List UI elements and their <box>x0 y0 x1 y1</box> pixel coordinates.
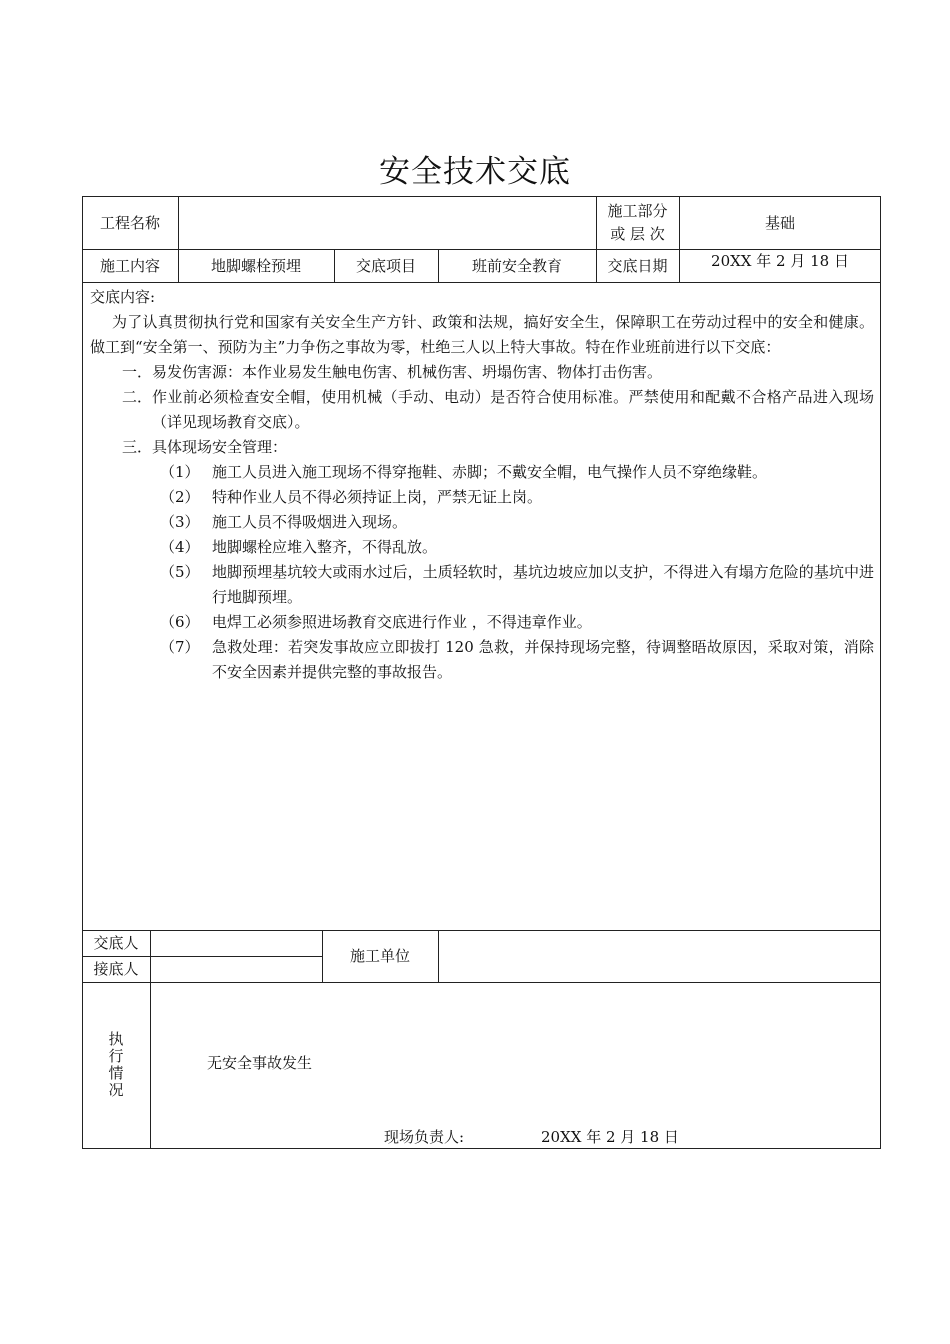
list-item <box>90 560 874 610</box>
construction-content-label: 施工内容 <box>99 256 160 275</box>
project-name-value[interactable] <box>178 196 596 249</box>
briefer-signature[interactable] <box>150 930 322 956</box>
list-item-text: 地脚预埋基坑较大或雨水过后，土质轻软时，基坑边坡应加以支护，不得进入有塌方危险的基坑中进行地脚预埋。 <box>212 563 874 606</box>
execution-label-char: 行 <box>108 1047 124 1065</box>
briefing-date-value[interactable]: 20XX 年 2 月 18 日 <box>711 252 849 270</box>
construction-content-value[interactable]: 地脚螺栓预埋 <box>210 256 301 275</box>
briefing-content <box>90 285 874 685</box>
content-heading: 交底内容: <box>90 288 156 306</box>
construction-part-value[interactable]: 基础 <box>764 213 795 232</box>
construction-unit-label: 施工单位 <box>349 947 410 965</box>
section-item <box>90 360 874 385</box>
list-item-text: 急救处理：若突发事故应立即拔打 120 急救，并保持现场完整，待调整晤故原因，采取对策，消除不安全因素并提供完整的事故报告。 <box>212 638 874 681</box>
briefing-item-label: 交底项目 <box>355 256 416 275</box>
content-intro: 为了认真贯彻执行党和国家有关安全生产方针、政策和法规，搞好安全生，保障职工在劳动过程中的安全和健康。做工到“安全第一、预防为主”力争伤之事故为零，杜绝三人以上特大事故。特在作业班前进行以下交底： <box>90 313 874 356</box>
list-item <box>90 535 874 560</box>
section-number: 二． <box>122 388 153 406</box>
row-divider <box>82 982 881 983</box>
section-number: 三． <box>122 438 153 456</box>
execution-date[interactable]: 20XX 年 2 月 18 日 <box>541 1128 679 1146</box>
site-responsible-label: 现场负责人: <box>384 1128 465 1146</box>
section-text: 具体现场安全管理： <box>152 438 288 456</box>
list-item-text: 施工人员进入施工现场不得穿拖鞋、赤脚；不戴安全帽，电气操作人员不穿绝缘鞋。 <box>212 463 768 481</box>
row-divider <box>82 282 881 283</box>
list-item-number: （7） <box>160 638 200 656</box>
construction-unit-value[interactable] <box>438 930 881 982</box>
section-item <box>90 385 874 435</box>
execution-text[interactable]: 无安全事故发生 <box>207 1054 313 1072</box>
list-item-number: （1） <box>160 463 200 481</box>
construction-part-label-line1: 施工部分 <box>607 201 668 220</box>
document-title: 安全技术交底 <box>379 154 571 190</box>
list-item <box>90 485 874 510</box>
list-item-text: 施工人员不得吸烟进入现场。 <box>212 513 408 531</box>
list-item <box>90 635 874 685</box>
execution-label-char: 情 <box>108 1064 124 1082</box>
list-item <box>90 610 874 635</box>
section-item <box>90 435 874 460</box>
list-item-text: 电焊工必须参照进场教育交底进行作业 ，不得违章作业。 <box>212 613 592 631</box>
receiver-label: 接底人 <box>93 960 139 978</box>
list-item-text: 特种作业人员不得必须持证上岗，严禁无证上岗。 <box>212 488 543 506</box>
section-number: 一． <box>122 363 153 381</box>
project-name-label: 工程名称 <box>99 213 160 232</box>
execution-label <box>104 1031 128 1099</box>
section-text: 易发伤害源：本作业易发生触电伤害、机械伤害、坍塌伤害、物体打击伤害。 <box>152 363 663 381</box>
list-item-number: （5） <box>160 563 200 581</box>
execution-label-char: 执 <box>108 1030 124 1048</box>
briefing-item-value[interactable]: 班前安全教育 <box>471 256 562 275</box>
briefing-date-label: 交底日期 <box>607 256 668 275</box>
list-item-number: （6） <box>160 613 200 631</box>
receiver-signature[interactable] <box>150 956 322 982</box>
list-item-text: 地脚螺栓应堆入整齐，不得乱放。 <box>212 538 438 556</box>
list-item-number: （3） <box>160 513 200 531</box>
execution-label-char: 况 <box>108 1081 124 1099</box>
list-item-number: （2） <box>160 488 200 506</box>
construction-part-label-line2: 或 层 次 <box>610 224 665 243</box>
section-text: 作业前必须检查安全帽，使用机械（手动、电动）是否符合使用标准。严禁使用和配戴不合格产品进入现场（详见现场教育交底）。 <box>152 388 874 431</box>
list-item <box>90 460 874 485</box>
list-item <box>90 510 874 535</box>
briefer-label: 交底人 <box>93 934 139 952</box>
list-item-number: （4） <box>160 538 200 556</box>
construction-part-label <box>596 196 679 249</box>
